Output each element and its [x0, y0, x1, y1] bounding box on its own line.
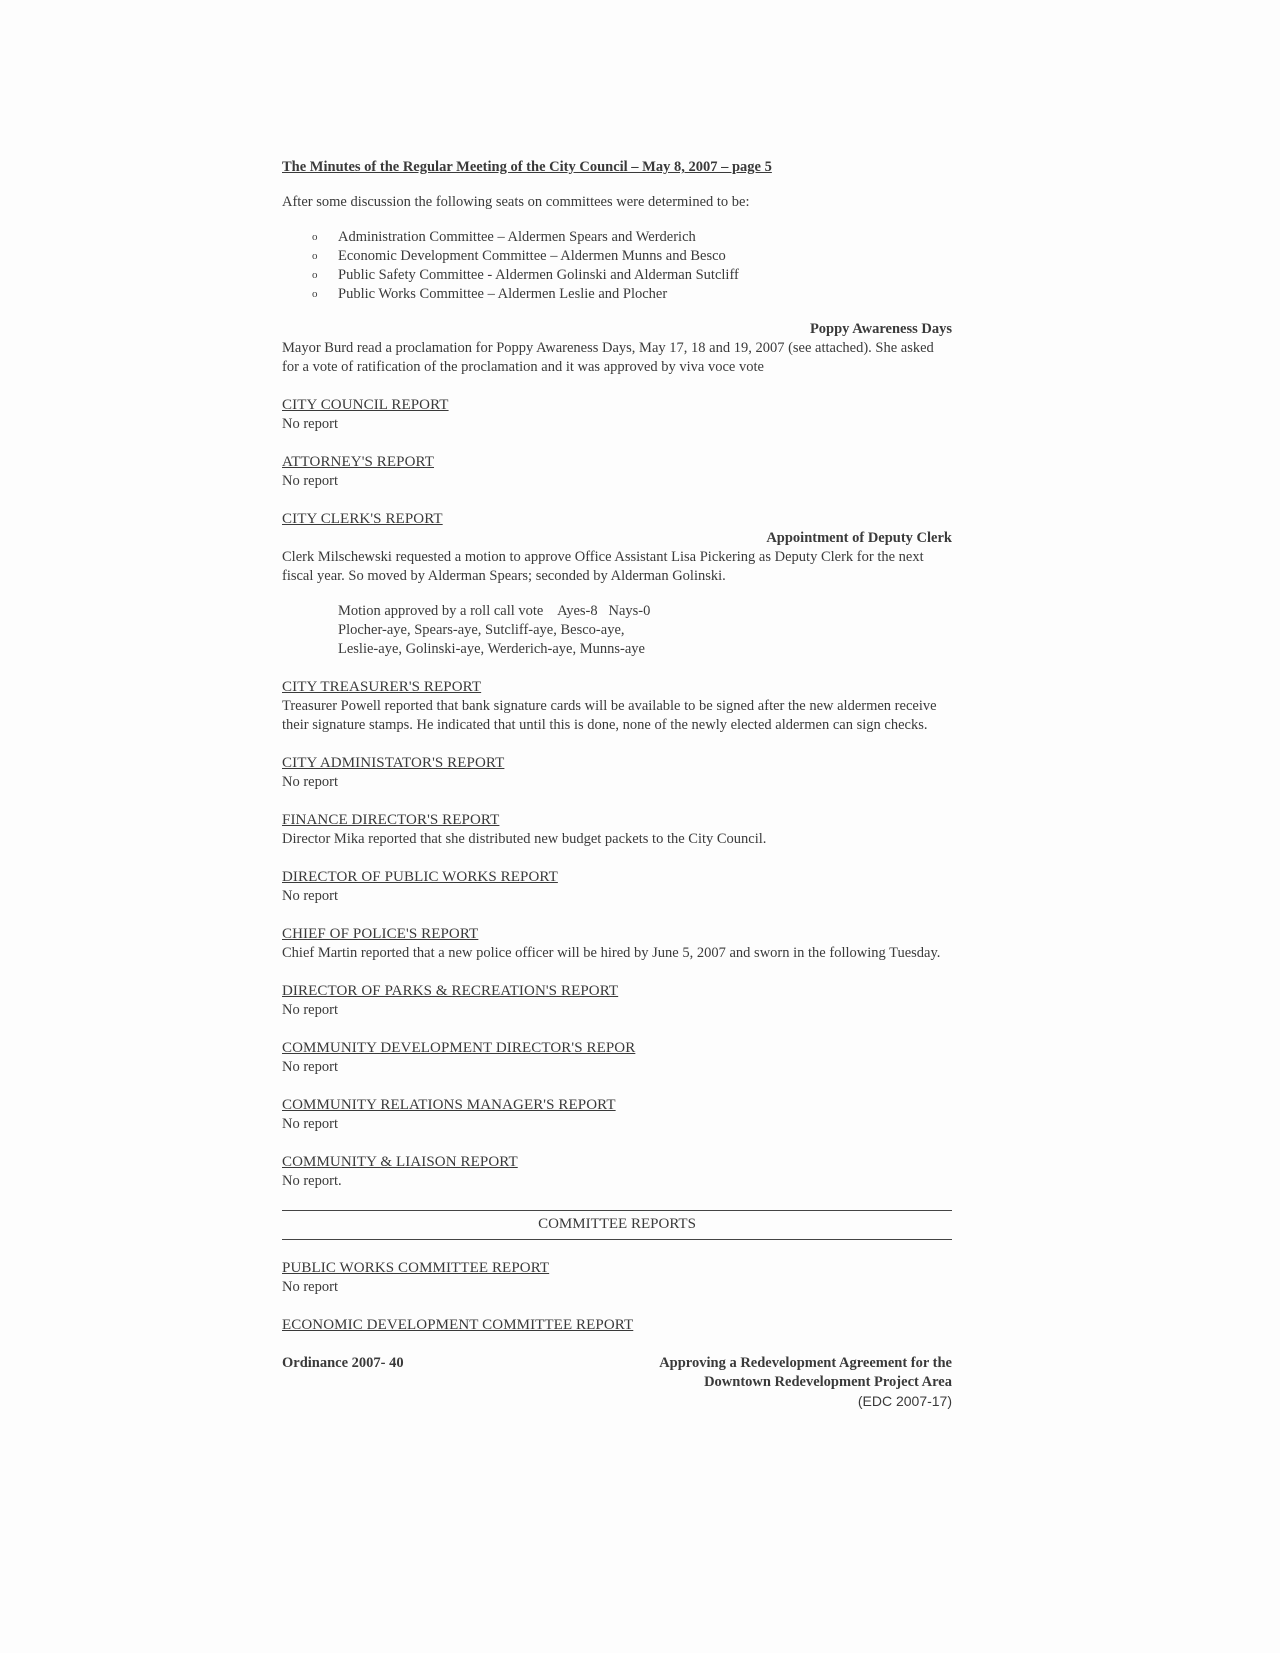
bullet-icon: o: [312, 231, 318, 243]
list-item: o Economic Development Committee – Aldermen Munns and Besco: [312, 248, 726, 264]
section-text: No report: [282, 774, 338, 790]
section-title: ATTORNEY'S REPORT: [282, 454, 434, 470]
economic-development-committee-section: [282, 1316, 952, 1335]
minutes-content: [282, 158, 952, 1411]
attorney-section: [282, 453, 952, 491]
city-council-section: [282, 396, 952, 434]
section-text: No report: [282, 888, 338, 904]
public-works-director-section: [282, 868, 952, 906]
section-title: CITY TREASURER'S REPORT: [282, 679, 482, 695]
bullet-icon: o: [312, 250, 318, 262]
page-title: The Minutes of the Regular Meeting of the City Council – May 8, 2007 – page 5: [282, 159, 772, 175]
poppy-text: Mayor Burd read a proclamation for Poppy Awareness Days, May 17, 18 and 19, 2007 (see attached). She asked for a vote of ratification of the proclamation and it was approved by viva voce vote: [282, 340, 934, 375]
public-works-committee-section: [282, 1259, 952, 1297]
ordinance-description: Approving a Redevelopment Agreement for the Downtown Redevelopment Project Area (EDC 2007-17): [659, 1355, 952, 1409]
section-title: CITY ADMINISTATOR'S REPORT: [282, 755, 505, 771]
committee-list: [282, 228, 952, 304]
community-relations-section: [282, 1096, 952, 1134]
bullet-icon: o: [312, 269, 318, 281]
section-text: No report: [282, 416, 338, 432]
section-title: PUBLIC WORKS COMMITTEE REPORT: [282, 1260, 550, 1276]
list-item: o Administration Committee – Aldermen Spears and Werderich: [312, 229, 696, 245]
list-item: o Public Works Committee – Aldermen Leslie and Plocher: [312, 286, 668, 302]
section-title: CITY COUNCIL REPORT: [282, 397, 449, 413]
ordinance-number: Ordinance 2007- 40: [282, 1355, 404, 1371]
police-section: [282, 925, 952, 963]
ordinance-reference: (EDC 2007-17): [857, 1393, 952, 1409]
committee-intro: After some discussion the following seats on committees were determined to be:: [282, 194, 750, 210]
list-item: o Public Safety Committee - Aldermen Golinski and Alderman Sutcliff: [312, 267, 739, 283]
section-title: COMMUNITY & LIAISON REPORT: [282, 1154, 518, 1170]
section-text: Clerk Milschewski requested a motion to approve Office Assistant Lisa Pickering as Deputy Clerk for the next fiscal year. So moved by Alderman Spears; seconded by Alderman Golinski.: [282, 549, 924, 584]
section-text: No report: [282, 1002, 338, 1018]
section-title: CITY CLERK'S REPORT: [282, 511, 443, 527]
section-text: Treasurer Powell reported that bank signature cards will be available to be signed after the new aldermen receive their signature stamps. He indicated that until this is done, none of the newly elected aldermen can sign checks.: [282, 698, 937, 733]
section-title: DIRECTOR OF PARKS & RECREATION'S REPORT: [282, 983, 619, 999]
section-title: DIRECTOR OF PUBLIC WORKS REPORT: [282, 869, 558, 885]
section-title: COMMUNITY RELATIONS MANAGER'S REPORT: [282, 1097, 616, 1113]
finance-section: [282, 811, 952, 849]
section-text: No report: [282, 1116, 338, 1132]
section-text: No report: [282, 1059, 338, 1075]
treasurer-section: [282, 678, 952, 735]
bullet-icon: o: [312, 288, 318, 300]
administrator-section: [282, 754, 952, 792]
committee-reports-banner: COMMITTEE REPORTS: [282, 1210, 952, 1240]
section-text: Director Mika reported that she distributed new budget packets to the City Council.: [282, 831, 767, 847]
section-text: No report: [282, 1279, 338, 1295]
section-title: FINANCE DIRECTOR'S REPORT: [282, 812, 500, 828]
community-development-section: [282, 1039, 952, 1077]
ordinance-row: [282, 1354, 952, 1411]
section-title: CHIEF OF POLICE'S REPORT: [282, 926, 479, 942]
parks-section: [282, 982, 952, 1020]
section-text: Chief Martin reported that a new police officer will be hired by June 5, 2007 and sworn in the following Tuesday.: [282, 945, 941, 961]
section-title: ECONOMIC DEVELOPMENT COMMITTEE REPORT: [282, 1317, 634, 1333]
poppy-heading: Poppy Awareness Days: [809, 321, 952, 337]
section-text: No report.: [282, 1173, 342, 1189]
roll-call-vote: Motion approved by a roll call vote Ayes-8 Nays-0 Plocher-aye, Spears-aye, Sutcliff-aye, Besco-aye, Leslie-aye, Golinski-aye, Werderich-aye, Munns-aye: [338, 603, 651, 657]
deputy-clerk-heading: Appointment of Deputy Clerk: [766, 530, 952, 546]
section-text: No report: [282, 473, 338, 489]
community-liaison-section: [282, 1153, 952, 1191]
section-title: COMMUNITY DEVELOPMENT DIRECTOR'S REPOR: [282, 1040, 636, 1056]
clerk-section: [282, 510, 952, 659]
